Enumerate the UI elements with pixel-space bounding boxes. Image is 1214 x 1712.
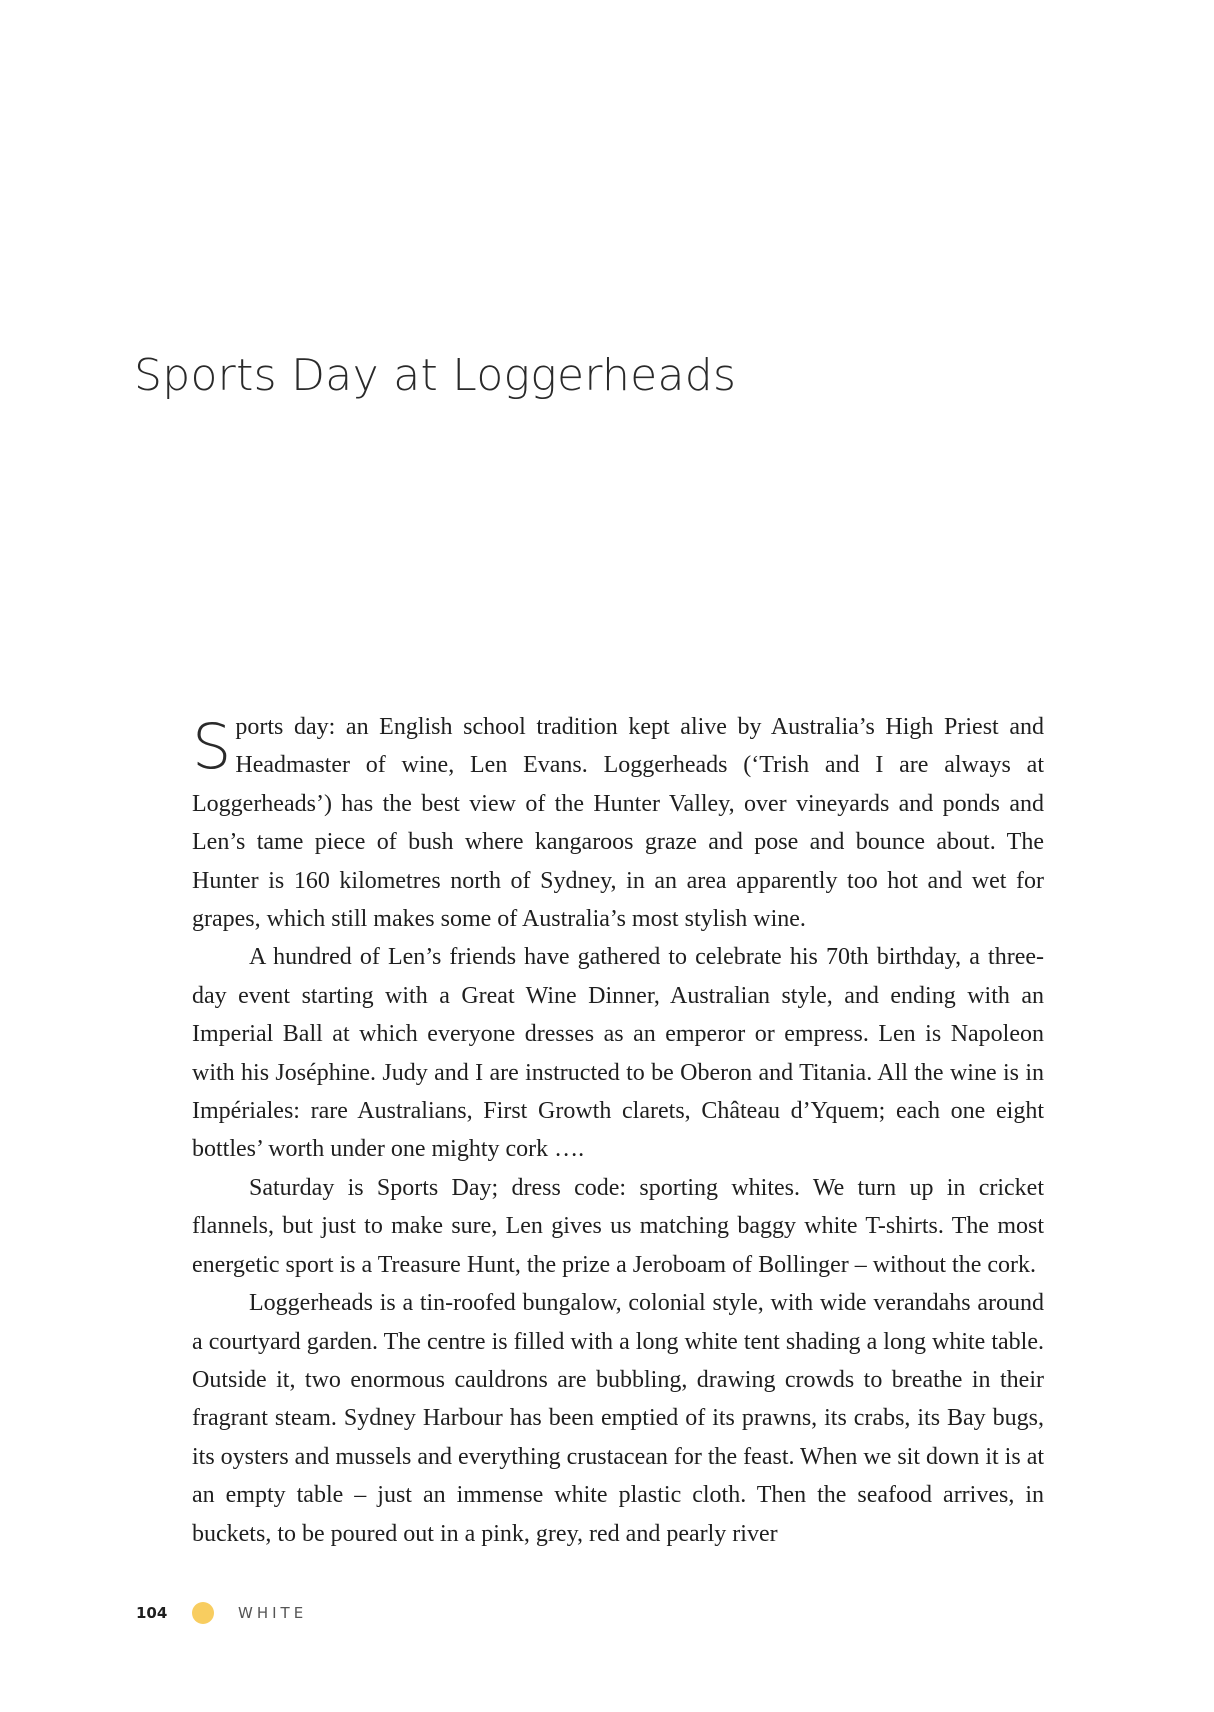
paragraph-2: A hundred of Len’s friends have gathered to celebrate his 70th birthday, a three-day event starting with a Great Wine Dinner, Australian style, and ending with an Imperial Ball at which everyone dresses as an emperor or empress. Len is Napoleon with his Joséphine. Judy and I are instructed to be Oberon and Titania. All the wine is in Impériales: rare Australians, First Growth clarets, Château d’Yquem; each one eight bottles’ worth under one mighty cork ….: [192, 944, 1044, 1163]
page-number: 104: [136, 1604, 168, 1622]
paragraph-3: Saturday is Sports Day; dress code: sporting whites. We turn up in cricket flannels, but just to make sure, Len gives us matching baggy white T-shirts. The most energetic sport is a Treasure Hunt, the prize a Jeroboam of Bollinger – without the cork.: [192, 1174, 1044, 1278]
paragraph-1: [192, 708, 1044, 938]
chapter-title: Sports Day at Loggerheads: [134, 350, 737, 401]
paragraph-4: Loggerheads is a tin-roofed bungalow, colonial style, with wide verandahs around a courtyard garden. The centre is filled with a long white tent shading a long white table. Outside it, two enormous cauldrons are bubbling, drawing crowds to breathe in their fragrant steam. Sydney Harbour has been emptied of its prawns, its crabs, its Bay bugs, its oysters and mussels and everything crustacean for the feast. When we sit down it is at an empty table – just an immense white plastic cloth. Then the seafood arrives, in buckets, to be poured out in a pink, grey, red and pearly river: [192, 1290, 1045, 1547]
drop-cap: S: [192, 710, 232, 783]
page-footer: [136, 1600, 307, 1626]
body-text: [192, 708, 1044, 1553]
section-dot-icon: [192, 1602, 214, 1624]
paragraph-1-text: ports day: an English school tradition kept alive by Australia’s High Priest and Headmaster of wine, Len Evans. Loggerheads (‘Trish and I are always at Loggerheads’) has the best view of the Hunter Valley, over vineyards and ponds and Len’s tame piece of bush where kangaroos graze and pose and bounce about. The Hunter is 160 kilometres north of Sydney, in an area apparently too hot and wet for grapes, which still makes some of Australia’s most stylish wine.: [192, 714, 1044, 933]
section-label: WHITE: [238, 1604, 308, 1622]
